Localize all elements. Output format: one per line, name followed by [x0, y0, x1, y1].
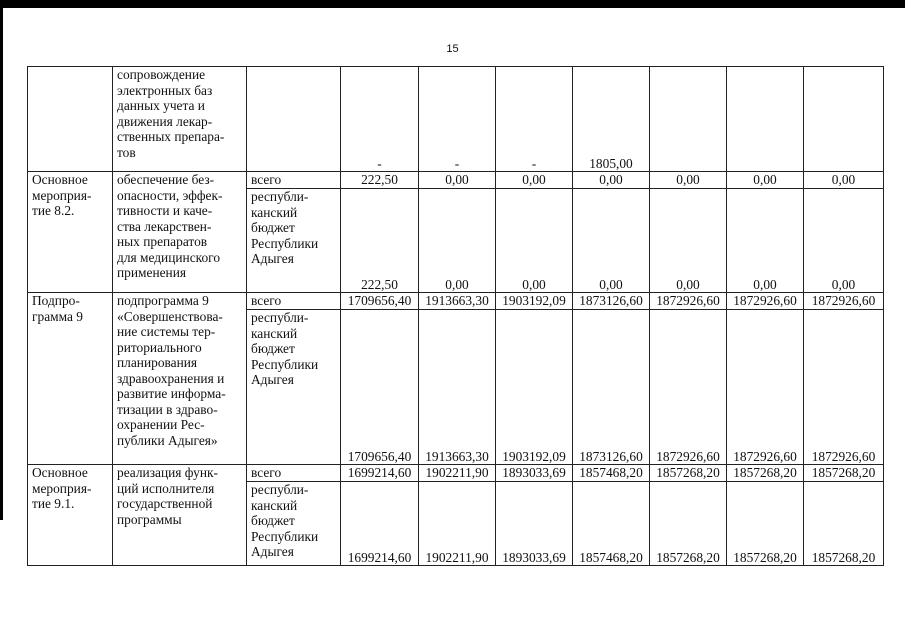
funding-source-line: канский [251, 204, 298, 220]
row-name-line: Подпро- [32, 293, 80, 308]
row-name-line: тие 8.2. [32, 203, 75, 218]
total-value-cell: 0,00 [496, 172, 573, 189]
value-cell: 0,00 [419, 189, 496, 293]
value-cell: 1893033,69 [496, 482, 573, 566]
row-description-line: публики Адыгея» [117, 432, 218, 448]
row-description-line: тивности и каче- [117, 203, 213, 218]
total-value-cell: 1873126,60 [573, 293, 650, 310]
total-value-cell: 1857268,20 [650, 465, 727, 482]
row-description-line: государственной [117, 496, 213, 511]
total-value-cell: 1872926,60 [804, 293, 884, 310]
total-value-cell: 0,00 [804, 172, 884, 189]
row-description-line: опасности, эффек- [117, 187, 223, 203]
value-cell: 1805,00 [573, 67, 650, 172]
value-cell: 0,00 [804, 189, 884, 293]
row-description-line: здравоохранения и [117, 370, 225, 386]
value-cell: 1872926,60 [727, 310, 804, 465]
funding-source-line: Республики [251, 528, 319, 544]
total-value-cell: 1872926,60 [650, 293, 727, 310]
value-cell: 1709656,40 [341, 310, 419, 465]
total-value-cell: 1913663,30 [419, 293, 496, 310]
value-cell: 1857268,20 [727, 482, 804, 566]
row-name-line: Основное [32, 172, 88, 187]
row-description-line: «Совершенствова- [117, 308, 223, 324]
funding-source-line: Адыгея [251, 372, 294, 387]
total-value-cell: 1872926,60 [727, 293, 804, 310]
row-description-line: применения [117, 265, 187, 280]
row-name-cell [28, 67, 113, 172]
row-description-cell [113, 172, 247, 293]
scan-border-top [0, 0, 905, 8]
value-cell: - [419, 67, 496, 172]
value-cell: 1857268,20 [650, 482, 727, 566]
value-cell: 1913663,30 [419, 310, 496, 465]
total-value-cell: 1699214,60 [341, 465, 419, 482]
row-description-line: ных препаратов [117, 234, 208, 249]
funding-source-line: республи- [251, 310, 309, 325]
funding-source-line: республи- [251, 189, 309, 204]
value-cell [727, 67, 804, 172]
table-row [28, 293, 884, 310]
row-description-line: программы [117, 511, 182, 527]
funding-source-cell [247, 67, 341, 172]
page-number: 15 [446, 43, 459, 55]
total-value-cell: 1903192,09 [496, 293, 573, 310]
row-description-line: ние системы тер- [117, 324, 216, 339]
total-value-cell: 0,00 [419, 172, 496, 189]
row-description-cell [113, 293, 247, 465]
funding-source-line: республи- [251, 482, 309, 497]
funding-source-cell [247, 189, 341, 293]
value-cell: 1857468,20 [573, 482, 650, 566]
funding-source-line: Республики [251, 235, 319, 251]
row-name-line: тие 9.1. [32, 496, 75, 511]
row-description-line: сопровождение [117, 67, 206, 82]
row-description-line: обеспечение без- [117, 172, 215, 187]
row-name-line: грамма 9 [32, 308, 83, 324]
row-description-line: ственных препара- [117, 129, 225, 144]
funding-source-line: бюджет [251, 341, 295, 356]
scan-border-left [0, 0, 3, 520]
row-description-cell [113, 465, 247, 566]
row-description-line: для медицинского [117, 249, 221, 265]
funding-source-line: Республики [251, 356, 319, 372]
table-row [28, 172, 884, 189]
total-label-cell: всего [247, 465, 341, 482]
row-description-line: тизации в здраво- [117, 401, 218, 417]
value-cell: 0,00 [650, 189, 727, 293]
funding-source-line: канский [251, 325, 298, 341]
row-name-cell [28, 293, 113, 465]
row-description-line: риториального [117, 339, 202, 355]
value-cell: 0,00 [573, 189, 650, 293]
total-value-cell: 0,00 [650, 172, 727, 189]
row-name-line: мероприя- [32, 187, 92, 203]
total-value-cell: 1902211,90 [419, 465, 496, 482]
value-cell: 1902211,90 [419, 482, 496, 566]
row-name-line: мероприя- [32, 480, 92, 496]
row-description-line: тов [117, 144, 136, 160]
value-cell: 1699214,60 [341, 482, 419, 566]
row-name-line: Основное [32, 465, 88, 480]
funding-source-line: Адыгея [251, 544, 294, 559]
value-cell [650, 67, 727, 172]
row-description-line: подпрограмма 9 [117, 293, 209, 308]
row-description-line: планирования [117, 355, 198, 370]
funding-source-line: Адыгея [251, 251, 294, 266]
table-row [28, 465, 884, 482]
table-row [28, 67, 884, 172]
row-description-line: охранении Рес- [117, 417, 205, 432]
row-description-line: ства лекарствен- [117, 218, 212, 234]
value-cell [804, 67, 884, 172]
row-description-line: движения лекар- [117, 113, 213, 129]
total-value-cell: 1893033,69 [496, 465, 573, 482]
total-value-cell: 1709656,40 [341, 293, 419, 310]
total-value-cell: 0,00 [727, 172, 804, 189]
row-name-cell [28, 465, 113, 566]
value-cell: 1873126,60 [573, 310, 650, 465]
row-description-line: реализация функ- [117, 465, 218, 480]
total-value-cell: 1857268,20 [804, 465, 884, 482]
table-body [28, 67, 884, 566]
total-label-cell: всего [247, 172, 341, 189]
funding-source-line: бюджет [251, 220, 295, 235]
row-description-cell [113, 67, 247, 172]
row-description-line: развитие информа- [117, 386, 226, 401]
row-name-cell [28, 172, 113, 293]
value-cell: 0,00 [496, 189, 573, 293]
value-cell: 222,50 [341, 189, 419, 293]
total-value-cell: 1857468,20 [573, 465, 650, 482]
total-label-cell: всего [247, 293, 341, 310]
total-value-cell: 1857268,20 [727, 465, 804, 482]
funding-source-line: бюджет [251, 513, 295, 528]
funding-source-cell [247, 482, 341, 566]
funding-source-line: канский [251, 497, 298, 513]
value-cell: - [341, 67, 419, 172]
row-description-line: данных учета и [117, 98, 205, 113]
total-value-cell: 222,50 [341, 172, 419, 189]
row-description-line: электронных баз [117, 82, 213, 98]
budget-table [27, 66, 884, 566]
value-cell: 1872926,60 [804, 310, 884, 465]
value-cell: 0,00 [727, 189, 804, 293]
value-cell: 1857268,20 [804, 482, 884, 566]
funding-source-cell [247, 310, 341, 465]
row-description-line: ций исполнителя [117, 480, 215, 496]
value-cell: 1903192,09 [496, 310, 573, 465]
value-cell: 1872926,60 [650, 310, 727, 465]
total-value-cell: 0,00 [573, 172, 650, 189]
value-cell: - [496, 67, 573, 172]
